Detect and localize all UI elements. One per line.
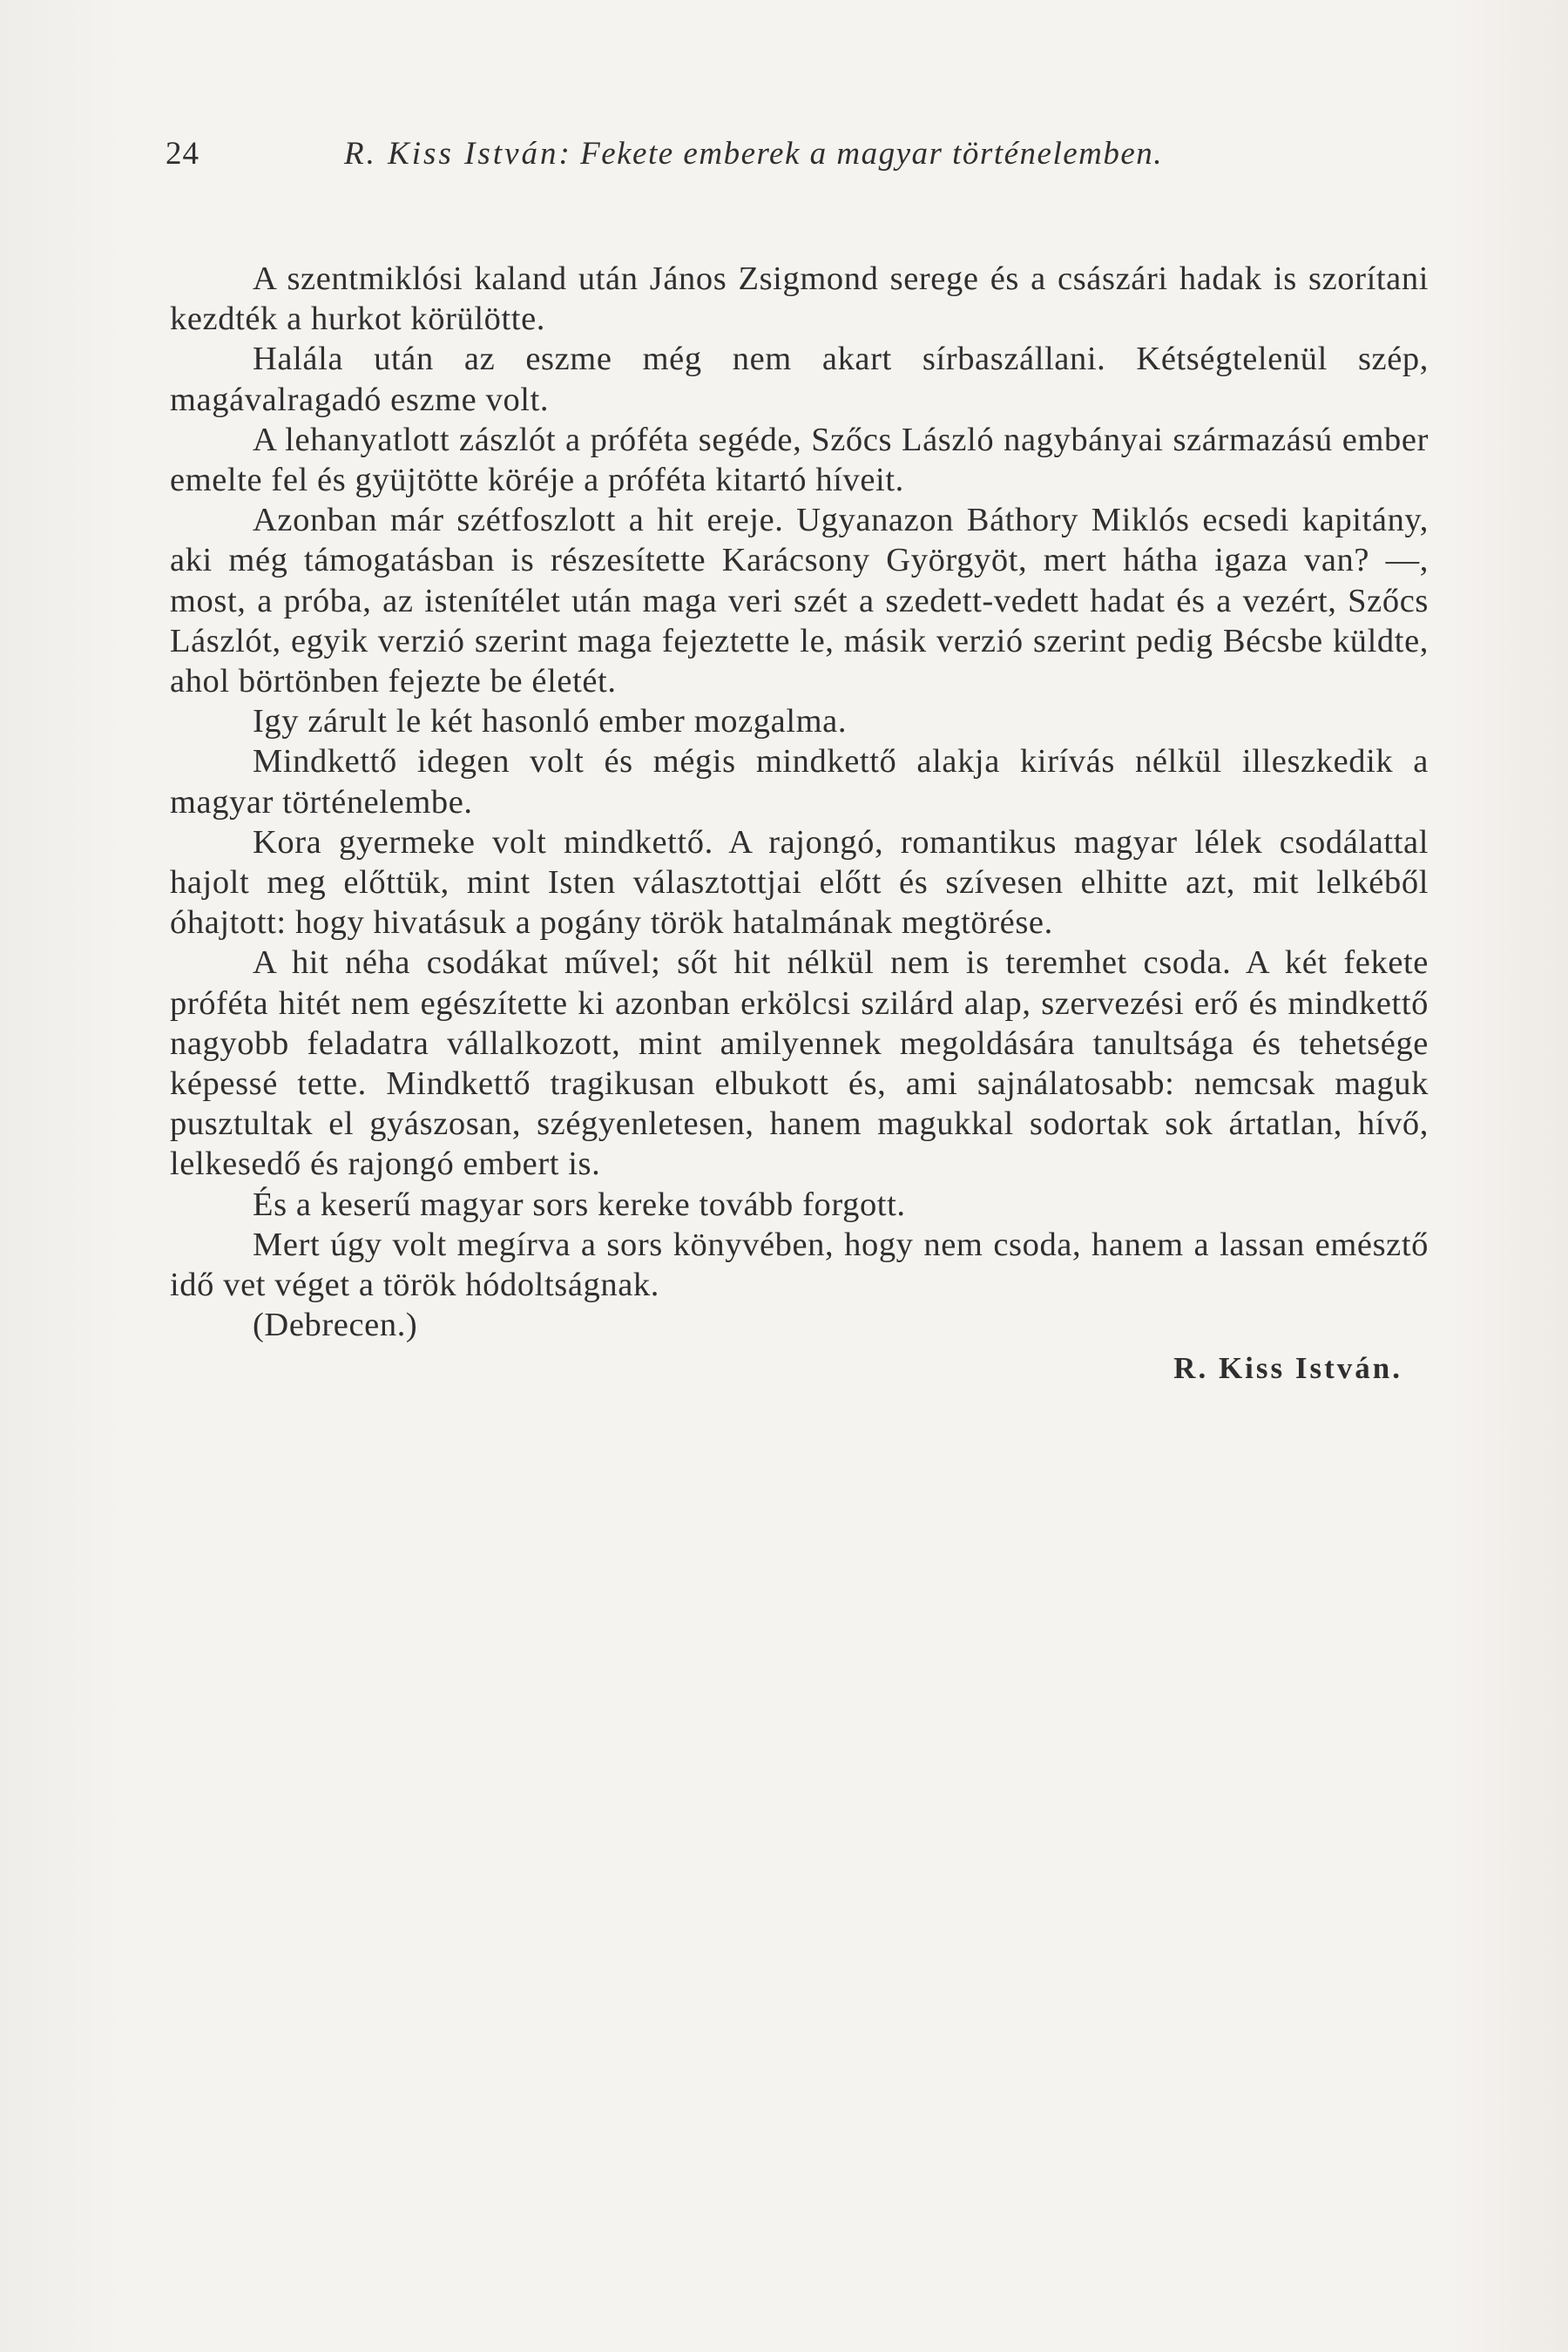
paragraph: A lehanyatlott zászlót a próféta segéde, Szőcs László nagybányai származású ember emelte fel és gyüjtötte köréje a próféta kitartó híveit. — [170, 421, 1429, 499]
article-body — [170, 259, 1429, 1389]
paragraph: A szentmiklósi kaland után János Zsigmond serege és a császári hadak is szorítani kezdték a hurkot körülötte. — [170, 260, 1429, 338]
paragraph: Mert úgy volt megírva a sors könyvében, hogy nem csoda, hanem a lassan emésztő idő vet véget a török hódoltságnak. — [170, 1226, 1429, 1304]
paragraph: És a keserű magyar sors kereke tovább forgott. — [253, 1186, 906, 1223]
paragraph: Kora gyermeke volt mindkettő. A rajongó, romantikus magyar lélek csodálattal hajolt meg előttük, mint Isten választottjai előtt és szívesen elhitte azt, mit lelkéből óhajtott: hogy hivatásuk a pogány török hatalmának megtörése. — [170, 823, 1429, 942]
author-signature: R. Kiss István. — [1173, 1351, 1402, 1386]
running-title — [344, 135, 1163, 172]
paragraph: Mindkettő idegen volt és mégis mindkettő alakja kirívás nélkül illeszkedik a magyar történelembe. — [170, 743, 1429, 821]
paragraph: A hit néha csodákat művel; sőt hit nélkül nem is teremhet csoda. A két fekete próféta hitét nem egészítette ki azonban erkölcsi szilárd alap, szervezési erő és mindkettő nagyobb feladatra vállalkozott, mint amilyennek megoldására tanultsága és tehetsége képessé tette. Mindkettő tragikusan elbukott és, ami sajnálatosabb: nemcsak maguk pusztultak el gyászosan, szégyenletesen, hanem magukkal sodortak sok ártatlan, hívő, lelkesedő és rajongó embert is. — [170, 944, 1429, 1183]
page-number: 24 — [166, 136, 199, 172]
running-header — [166, 135, 1402, 179]
paragraph: Igy zárult le két hasonló ember mozgalma. — [253, 703, 848, 740]
place-note: (Debrecen.) — [253, 1307, 418, 1344]
header-separator: : — [558, 136, 571, 172]
paragraph: Halála után az eszme még nem akart sírbaszállani. Kétségtelenül szép, magávalragadó eszme volt. — [170, 341, 1429, 418]
paragraph: Azonban már szétfoszlott a hit ereje. Ugyanazon Báthory Miklós ecsedi kapitány, aki még támogatásban is részesítette Karácsony Györgyöt, mert hátha igaza van? —, most, a próba, az istenítélet után maga veri szét a szedett-vedett hadat és a vezért, Szőcs Lászlót, egyik verzió szerint maga fejeztette le, másik verzió szerint pedig Bécsbe küldte, ahol börtönben fejezte be életét. — [170, 502, 1429, 700]
header-author: R. Kiss István — [344, 136, 559, 172]
header-title: Fekete emberek a magyar történelemben. — [580, 136, 1164, 172]
